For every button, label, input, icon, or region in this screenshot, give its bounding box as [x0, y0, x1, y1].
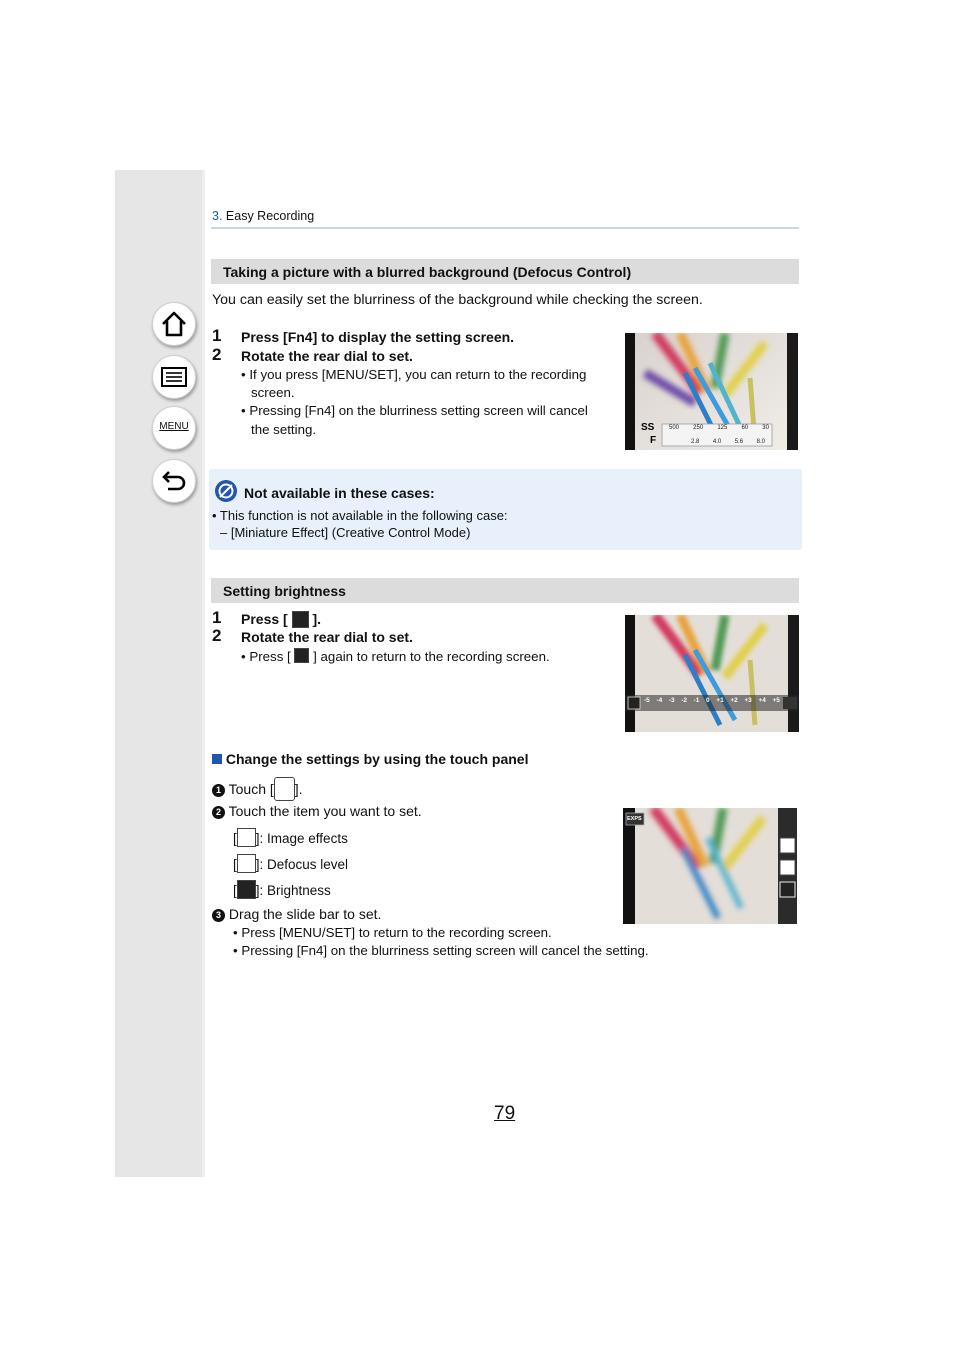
step-number: 1: [212, 326, 222, 345]
not-available-note: [209, 469, 802, 550]
touch-step-2: 2 Touch the item you want to set.: [212, 803, 422, 819]
section-title: Taking a picture with a blurred background (Defocus Control): [223, 264, 632, 280]
header-rule: [211, 227, 799, 229]
step-circle: 1: [212, 784, 225, 797]
exposure-comp-icon: [292, 611, 309, 628]
sidebar-edge: [202, 170, 205, 1177]
item-defocus-level: [ ]: Defocus level: [233, 854, 348, 873]
note-line: • This function is not available in the following case:: [212, 508, 508, 523]
section-intro: You can easily set the blurriness of the background while checking the screen.: [212, 292, 703, 308]
menu-button[interactable]: [152, 406, 196, 450]
bullet-item: • Press [ ] again to return to the recording screen.: [241, 649, 550, 664]
pencils-photo: [625, 615, 799, 732]
exposure-scale: -5 -4 -3 -2 -1 0 +1 +2 +3 +4 +5: [644, 697, 780, 704]
step-text: Press [Fn4] to display the setting screen.: [241, 329, 515, 345]
image-effects-icon: [237, 828, 256, 847]
section-title: Setting brightness: [223, 583, 346, 599]
note-line: – [Miniature Effect] (Creative Control Mode): [220, 525, 471, 540]
pencils-photo: [623, 808, 797, 924]
touch-step-1: 1 Touch [ ].: [212, 777, 303, 801]
step-number: 2: [212, 345, 222, 364]
creative-control-icon: [274, 777, 295, 801]
step-number: 1: [212, 608, 222, 627]
ss-scale: 500 250 125 60 30: [669, 425, 769, 431]
defocus-icon: [237, 854, 256, 873]
f-scale: 2.8 4.0 5.6 8.0: [691, 439, 765, 445]
camera-screen-defocus: [625, 333, 798, 450]
list-icon: [160, 363, 188, 391]
bullet-item: • If you press [MENU/SET], you can return to the recording: [241, 367, 587, 382]
step-text: Press [ ].: [241, 611, 322, 627]
exposure-comp-icon: [294, 648, 309, 663]
chapter-title: Easy Recording: [225, 209, 315, 223]
touch-step-3: 3 Drag the slide bar to set.: [212, 906, 381, 922]
back-arrow-icon: [160, 467, 188, 495]
contents-button[interactable]: [152, 355, 196, 399]
item-brightness: [ ]: Brightness: [233, 880, 331, 899]
step-number: 2: [212, 626, 222, 645]
menu-icon: MENU: [159, 421, 189, 432]
subsection-heading: Change the settings by using the touch panel: [212, 751, 528, 767]
brightness-icon: [237, 880, 256, 899]
step-text: Rotate the rear dial to set.: [241, 629, 413, 645]
camera-screen-touch: [623, 808, 797, 924]
bullet-item: • Press [MENU/SET] to return to the recording screen.: [233, 925, 552, 940]
step-text: Rotate the rear dial to set.: [241, 348, 413, 364]
section-heading-brightness: [211, 578, 799, 603]
breadcrumb: [212, 209, 314, 223]
bullet-item: • Pressing [Fn4] on the blurriness setting screen will cancel the setting.: [233, 943, 649, 958]
ss-label: SS: [641, 422, 655, 433]
f-label: F: [650, 435, 657, 446]
bullet-continuation: screen.: [251, 385, 295, 400]
section-heading-defocus: [211, 259, 799, 284]
step-circle: 3: [212, 909, 225, 922]
note-title: Not available in these cases:: [244, 485, 435, 501]
home-button[interactable]: [152, 302, 196, 346]
prohibited-icon: [214, 479, 238, 503]
home-icon: [160, 310, 188, 338]
bullet-item: • Pressing [Fn4] on the blurriness setting screen will cancel: [241, 403, 588, 418]
item-image-effects: [ ]: Image effects: [233, 828, 348, 847]
camera-screen-brightness: [625, 615, 799, 732]
chapter-number: 3.: [212, 209, 223, 223]
square-bullet-icon: [212, 754, 222, 764]
step-circle: 2: [212, 806, 225, 819]
bullet-continuation: the setting.: [251, 422, 317, 437]
exps-badge: EXPS: [627, 816, 642, 822]
page-number: 79: [494, 1103, 516, 1124]
back-button[interactable]: [152, 459, 196, 503]
